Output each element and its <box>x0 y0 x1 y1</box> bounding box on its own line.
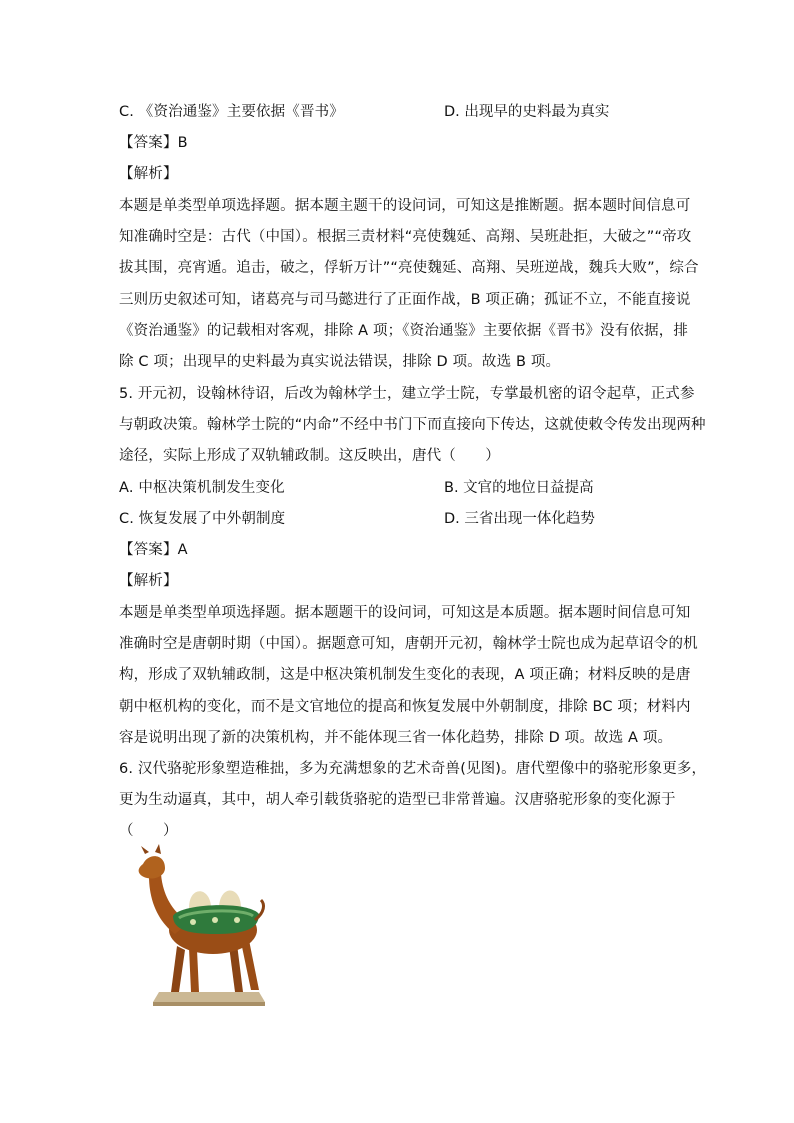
camel-figure-image <box>119 842 269 1010</box>
q6-stem-line: （ ） <box>119 823 178 839</box>
q5-analysis-line: 朝中枢机构的变化，而不是文官地位的提高和恢复发展中外朝制度，排除 BC 项；材料内 <box>119 699 691 715</box>
q4-analysis-line: 三则历史叙述可知，诸葛亮与司马懿进行了正面作战，B 项正确；孤证不立，不能直接说 <box>119 292 691 308</box>
camel-head <box>139 856 165 878</box>
q5-stem-line: 5. 开元初，设翰林待诏，后改为翰林学士，建立学士院，专掌最机密的诏令起草，正式参 <box>119 386 695 402</box>
q5-answer: 【答案】A <box>119 542 188 558</box>
q4-option-c: C. 《资治通鉴》主要依据《晋书》 <box>119 104 344 120</box>
q5-option-b: B. 文官的地位日益提高 <box>444 480 594 496</box>
q5-option-d: D. 三省出现一体化趋势 <box>444 511 595 527</box>
q5-analysis-line: 容是说明出现了新的决策机构，并不能体现三省一体化趋势，排除 D 项。故选 A 项。 <box>119 730 673 746</box>
camel-leg <box>189 948 199 992</box>
q5-analysis-line: 本题是单类型单项选择题。据本题题干的设问词，可知这是本质题。据本题时间信息可知 <box>119 605 691 621</box>
q5-option-a: A. 中枢决策机制发生变化 <box>119 480 285 496</box>
q4-analysis-line: 知准确时空是：古代（中国）。根据三责材料“亮使魏延、高翔、吴班赴拒，大破之”“帝攻 <box>119 229 692 245</box>
q5-stem-line: 途径，实际上形成了双轨辅政制。这反映出，唐代（ ） <box>119 448 500 464</box>
q4-analysis-line: 除 C 项；出现早的史料最为真实说法错误，排除 D 项。故选 B 项。 <box>119 354 561 370</box>
q6-stem-line: 更为生动逼真，其中，胡人牵引载货骆驼的造型已非常普遍。汉唐骆驼形象的变化源于 <box>119 792 676 808</box>
q5-stem-line: 与朝政决策。翰林学士院的“内命”不经中书门下而直接向下传达，这就使敕令传发出现两种 <box>119 417 706 433</box>
camel-base <box>153 992 265 1002</box>
q5-option-c: C. 恢复发展了中外朝制度 <box>119 511 286 527</box>
camel-tail <box>255 900 263 920</box>
q4-analysis-line: 拔其围，亮宵遁。追击，破之，俘斩万计”“亮使魏延、高翔、吴班逆战，魏兵大败”，综合 <box>119 260 699 276</box>
camel-leg <box>241 940 259 990</box>
q5-analysis-line: 构，形成了双轨辅政制，这是中枢决策机制发生变化的表现，A 项正确；材料反映的是唐 <box>119 667 691 683</box>
camel-hump <box>189 891 211 908</box>
q6-stem-line: 6. 汉代骆驼形象塑造稚拙，多为充满想象的艺术奇兽(见图)。唐代塑像中的骆驼形象更多， <box>119 761 707 777</box>
q4-analysis-line: 本题是单类型单项选择题。据本题主题干的设问词，可知这是推断题。据本题时间信息可 <box>119 198 691 214</box>
camel-leg <box>171 946 185 992</box>
q4-option-d: D. 出现早的史料最为真实 <box>444 104 610 120</box>
q4-analysis-heading: 【解析】 <box>119 166 178 182</box>
q4-answer: 【答案】B <box>119 135 188 151</box>
q5-analysis-heading: 【解析】 <box>119 573 178 589</box>
q4-analysis-line: 《资治通鉴》的记载相对客观，排除 A 项；《资治通鉴》主要依据《晋书》没有依据，排 <box>119 323 689 339</box>
q5-analysis-line: 准确时空是唐朝时期（中国）。据题意可知，唐朝开元初，翰林学士院也成为起草诏令的机 <box>119 636 698 652</box>
